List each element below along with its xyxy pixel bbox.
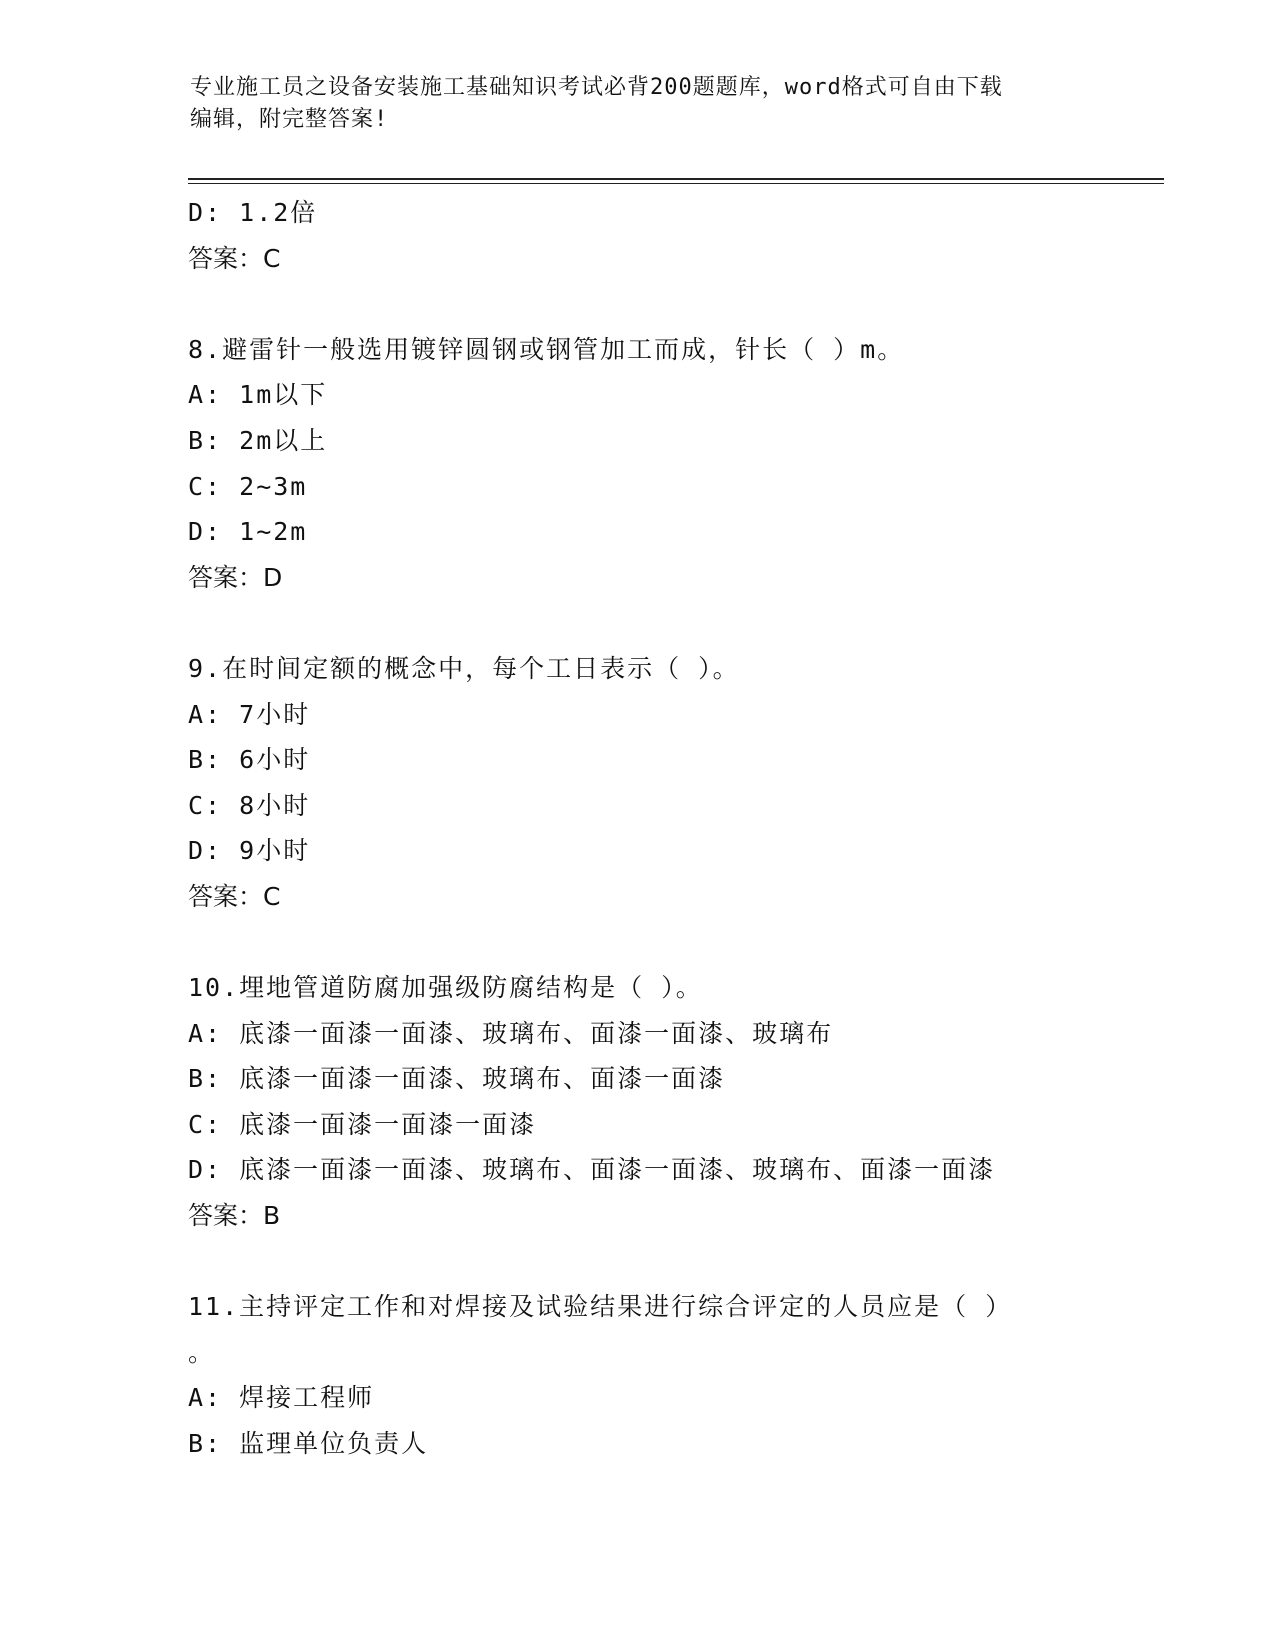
- q9-answer: 答案：C: [188, 881, 281, 911]
- q10-option-d: D: 底漆一面漆一面漆、玻璃布、面漆一面漆、玻璃布、面漆一面漆: [188, 1155, 996, 1185]
- q7-option-d: D: 1.2倍: [188, 198, 318, 227]
- spacer: [188, 1239, 1148, 1285]
- q8-option-c: C: 2~3m: [188, 471, 308, 501]
- q10-option-b: B: 底漆一面漆一面漆、玻璃布、面漆一面漆: [188, 1064, 726, 1094]
- header-line-1: 专业施工员之设备安装施工基础知识考试必背200题题库，word格式可自由下载: [190, 75, 1003, 100]
- spacer: [188, 281, 1148, 327]
- q10-answer: 答案：B: [188, 1201, 281, 1231]
- q9-option-c: C: 8小时: [188, 790, 311, 820]
- q8-option-a: A: 1m以下: [188, 380, 328, 410]
- q8-option-d: D: 1~2m: [188, 517, 308, 547]
- q9-option-b: B: 6小时: [188, 745, 311, 775]
- header-line-2: 编辑，附完整答案!: [190, 107, 389, 132]
- document-header: [190, 72, 1070, 136]
- q8-stem: 8.避雷针一般选用镀锌圆钢或钢管加工而成，针长（ ）m。: [188, 334, 905, 364]
- q7-answer: 答案：C: [188, 243, 281, 273]
- q9-stem: 9.在时间定额的概念中，每个工日表示（ ）。: [188, 653, 740, 683]
- q9-option-d: D: 9小时: [188, 836, 311, 866]
- q10-option-a: A: 底漆一面漆一面漆、玻璃布、面漆一面漆、玻璃布: [188, 1018, 834, 1048]
- q11-stem: 11.主持评定工作和对焊接及试验结果进行综合评定的人员应是（ ）: [188, 1292, 1013, 1322]
- header-rule-thick: [188, 178, 1164, 180]
- spacer: [188, 920, 1148, 966]
- q10-option-c: C: 底漆一面漆一面漆一面漆: [188, 1109, 537, 1139]
- q8-option-b: B: 2m以上: [188, 425, 328, 455]
- q11-option-b: B: 监理单位负责人: [188, 1429, 429, 1459]
- q11-stem-continuation: 。: [188, 1337, 216, 1367]
- q9-option-a: A: 7小时: [188, 699, 311, 729]
- question-list: [188, 190, 1148, 1467]
- q10-stem: 10.埋地管道防腐加强级防腐结构是（ ）。: [188, 973, 703, 1003]
- header-rule-thin: [188, 183, 1164, 184]
- spacer: [188, 600, 1148, 646]
- q8-answer: 答案：D: [188, 562, 283, 592]
- q11-option-a: A: 焊接工程师: [188, 1383, 375, 1413]
